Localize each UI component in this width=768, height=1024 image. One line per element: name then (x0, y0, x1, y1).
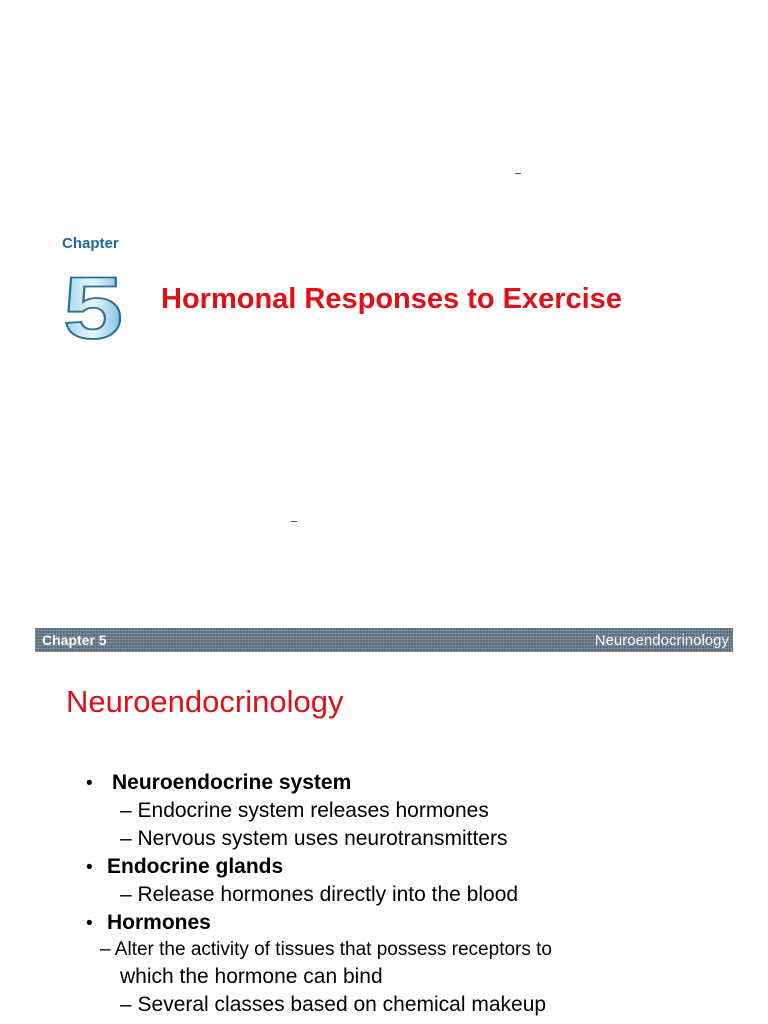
sub-item: – Release hormones directly into the blood (120, 883, 519, 906)
sub-item: – Endocrine system releases hormones (120, 799, 489, 822)
sub-item: – Nervous system uses neurotransmitters (120, 827, 508, 850)
chapter-title: Hormonal Responses to Exercise (161, 283, 622, 315)
bullet-icon: • (86, 857, 93, 878)
header-bar (35, 628, 733, 652)
content-slide (0, 600, 768, 1024)
decorative-dash (515, 173, 521, 174)
sub-item: – Several classes based on chemical makeup (120, 993, 547, 1016)
decorative-dash (291, 521, 297, 522)
chapter-label: Chapter (62, 235, 119, 252)
bullet-icon: • (86, 913, 93, 934)
sub-item-continuation: which the hormone can bind (120, 965, 383, 988)
bullet-item: Neuroendocrine system (112, 771, 352, 794)
bullet-icon: • (86, 773, 93, 794)
bullet-item: Hormones (107, 911, 211, 934)
bullet-item: Endocrine glands (107, 855, 284, 878)
header-topic: Neuroendocrinology (594, 632, 729, 649)
slide-heading: Neuroendocrinology (66, 684, 344, 719)
chapter-number-text: 5 (62, 258, 124, 357)
header-chapter: Chapter 5 (42, 632, 107, 648)
chapter-number-graphic (62, 256, 124, 357)
sub-item: – Alter the activity of tissues that possess receptors to (100, 939, 552, 960)
